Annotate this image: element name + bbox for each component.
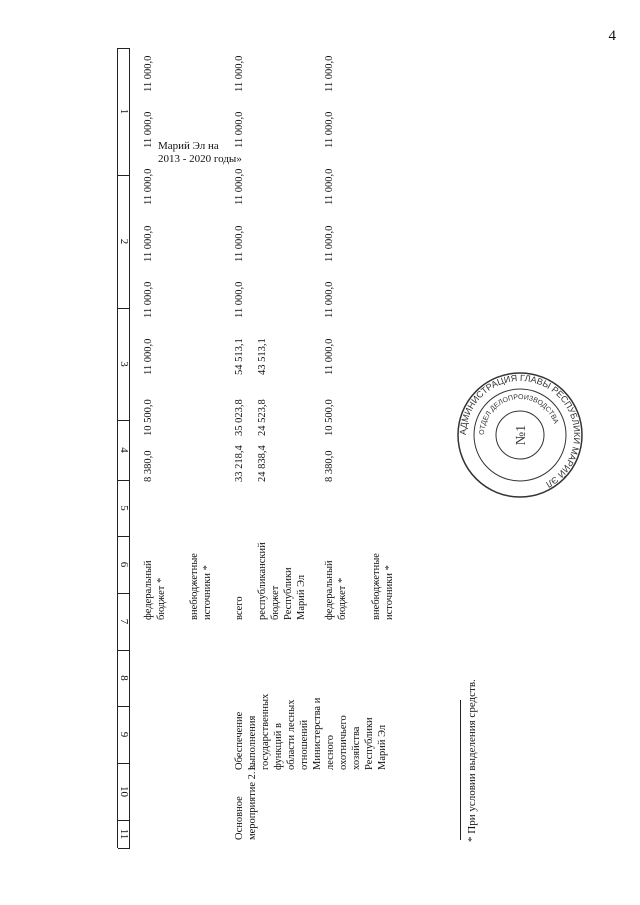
value-cell: 24 838,4 — [257, 445, 268, 482]
value-cell: 11 000,0 — [143, 168, 154, 205]
value-cell: 10 500,0 — [143, 399, 154, 436]
value-cell: 11 000,0 — [324, 338, 335, 375]
value-cell: 33 218,4 — [234, 445, 245, 482]
value-cell: 11 000,0 — [143, 55, 154, 92]
column-header: 8 — [118, 675, 130, 681]
column-header: 2 — [118, 238, 130, 245]
source-label: федеральный бюджет * — [143, 560, 167, 620]
value-cell: 11 000,0 — [234, 55, 245, 92]
value-cell: 35 023,8 — [234, 399, 245, 436]
source-label: всего — [234, 596, 245, 620]
value-cell: 11 000,0 — [143, 225, 154, 262]
value-cell: 11 000,0 — [324, 55, 335, 92]
column-header: 1 — [118, 108, 130, 115]
value-cell: 11 000,0 — [234, 281, 245, 318]
row-1-col1: Основное мероприятие 2.1. — [234, 763, 258, 840]
column-header: 3 — [118, 361, 130, 367]
value-cell: 10 500,0 — [324, 399, 335, 436]
value-cell: 11 000,0 — [324, 281, 335, 318]
column-header: 7 — [118, 618, 130, 625]
seal-inner-text: ОТДЕЛ ДЕЛОПРОИЗВОДСТВА — [478, 393, 560, 436]
value-cell: 11 000,0 — [143, 338, 154, 375]
seal-outer-text: АДМИНИСТРАЦИЯ ГЛАВЫ РЕСПУБЛИКИ МАРИЙ ЭЛ — [457, 372, 583, 490]
source-label: внебюджетные источники * — [189, 553, 213, 620]
value-cell: 11 000,0 — [234, 225, 245, 262]
value-cell: 43 513,1 — [257, 338, 268, 375]
page-number: 4 — [608, 28, 616, 44]
column-header: 11 — [118, 828, 130, 840]
column-header: 5 — [118, 505, 130, 511]
source-label: внебюджетные источники * — [371, 553, 395, 620]
value-cell: 11 000,0 — [234, 111, 245, 148]
program-name-cell: Марий Эл на 2013 - 2020 годы» — [158, 140, 242, 165]
footnote: * При условии выделения средств. — [466, 679, 478, 842]
value-cell: 24 523,8 — [257, 399, 268, 436]
value-cell: 11 000,0 — [324, 225, 335, 262]
table-right-border — [118, 848, 130, 849]
value-cell: 8 380,0 — [324, 450, 335, 482]
value-cell: 11 000,0 — [143, 111, 154, 148]
source-label: республиканский бюджет Республики Марий Эл — [257, 542, 307, 620]
value-cell: 8 380,0 — [143, 450, 154, 482]
column-header: 10 — [118, 786, 130, 797]
value-cell: 11 000,0 — [324, 111, 335, 148]
value-cell: 11 000,0 — [234, 168, 245, 205]
value-cell: 11 000,0 — [324, 168, 335, 205]
seal-number: №1 — [514, 424, 529, 446]
value-cell: 54 513,1 — [234, 338, 245, 375]
row-1-col2: Обеспечение выполнения государственных функций в области лесных отношений Министерства и лесного охотничьего хозяйства Республики Марий Эл — [234, 693, 388, 770]
footnote-separator — [460, 700, 461, 840]
column-header: 9 — [118, 731, 130, 738]
value-cell: 11 000,0 — [143, 281, 154, 318]
source-label: федеральный бюджет * — [324, 560, 348, 620]
column-header: 4 — [118, 447, 130, 453]
official-seal — [455, 370, 585, 500]
column-header: 6 — [118, 561, 130, 568]
